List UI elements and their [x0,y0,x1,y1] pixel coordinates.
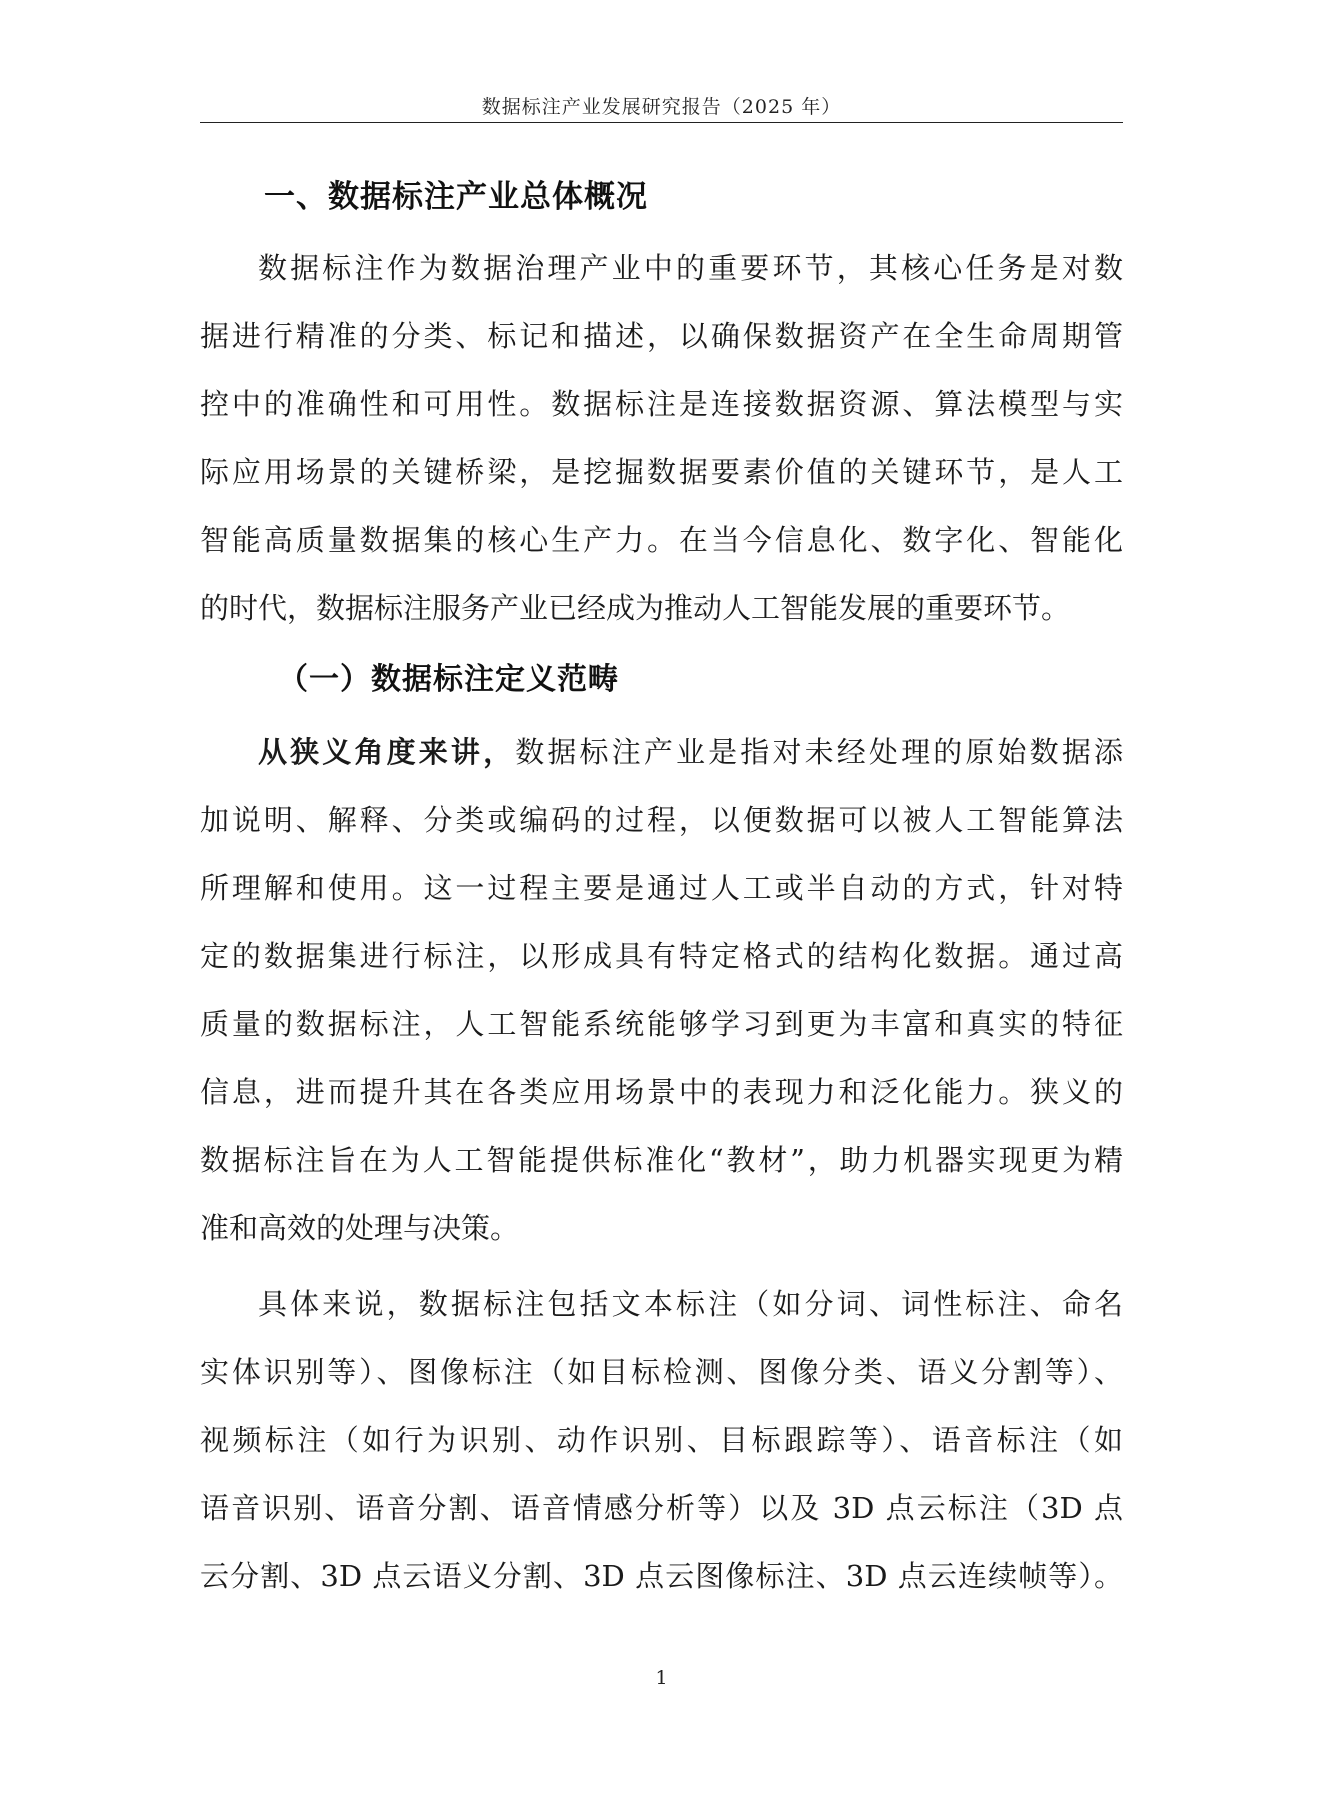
paragraph-lead-phrase: 从狭义角度来讲， [258,735,516,769]
paragraph-line: 数据标注作为数据治理产业中的重要环节，其核心任务是对数 [258,251,1123,285]
paragraph-line: 加说明、解释、分类或编码的过程，以便数据可以被人工智能算法 [200,803,1123,837]
paragraph-line [200,718,1123,786]
paragraph-line: 控中的准确性和可用性。数据标注是连接数据资源、算法模型与实 [200,387,1123,421]
page-number: 1 [655,1667,668,1689]
header-rule [200,122,1123,123]
narrow-definition-paragraph [200,718,1123,1262]
page-body [200,160,1123,1610]
subsection-heading: （一）数据标注定义范畴 [278,662,619,697]
intro-paragraph [200,234,1123,642]
specific-types-paragraph [200,1270,1123,1610]
paragraph-line: 云分割、3D 点云语义分割、3D 点云图像标注、3D 点云连续帧等）。 [200,1559,1123,1593]
paragraph-line-text: 数据标注产业是指对未经处理的原始数据添 [515,735,1123,769]
paragraph-line: 具体来说，数据标注包括文本标注（如分词、词性标注、命名 [258,1287,1123,1321]
paragraph-line: 定的数据集进行标注，以形成具有特定格式的结构化数据。通过高 [200,939,1123,973]
paragraph-line: 质量的数据标注，人工智能系统能够学习到更为丰富和真实的特征 [200,1007,1123,1041]
running-header: 数据标注产业发展研究报告（2025 年） [481,96,842,118]
paragraph-line: 实体识别等）、图像标注（如目标检测、图像分类、语义分割等）、 [200,1355,1123,1389]
paragraph-line: 数据标注旨在为人工智能提供标准化“教材”，助力机器实现更为精 [200,1143,1123,1177]
paragraph-line: 的时代，数据标注服务产业已经成为推动人工智能发展的重要环节。 [200,591,1071,625]
paragraph-line: 际应用场景的关键桥梁，是挖掘数据要素价值的关键环节，是人工 [200,455,1123,489]
paragraph-line: 据进行精准的分类、标记和描述，以确保数据资产在全生命周期管 [200,319,1123,353]
paragraph-line: 所理解和使用。这一过程主要是通过人工或半自动的方式，针对特 [200,871,1123,905]
paragraph-line: 信息，进而提升其在各类应用场景中的表现力和泛化能力。狭义的 [200,1075,1123,1109]
paragraph-line: 语音识别、语音分割、语音情感分析等）以及 3D 点云标注（3D 点 [200,1491,1123,1525]
paragraph-line: 视频标注（如行为识别、动作识别、目标跟踪等）、语音标注（如 [200,1423,1123,1457]
section-heading: 一、数据标注产业总体概况 [264,179,648,215]
paragraph-gap [200,1262,1123,1270]
paragraph-line: 准和高效的处理与决策。 [200,1211,520,1245]
paragraph-line: 智能高质量数据集的核心生产力。在当今信息化、数字化、智能化 [200,523,1123,557]
